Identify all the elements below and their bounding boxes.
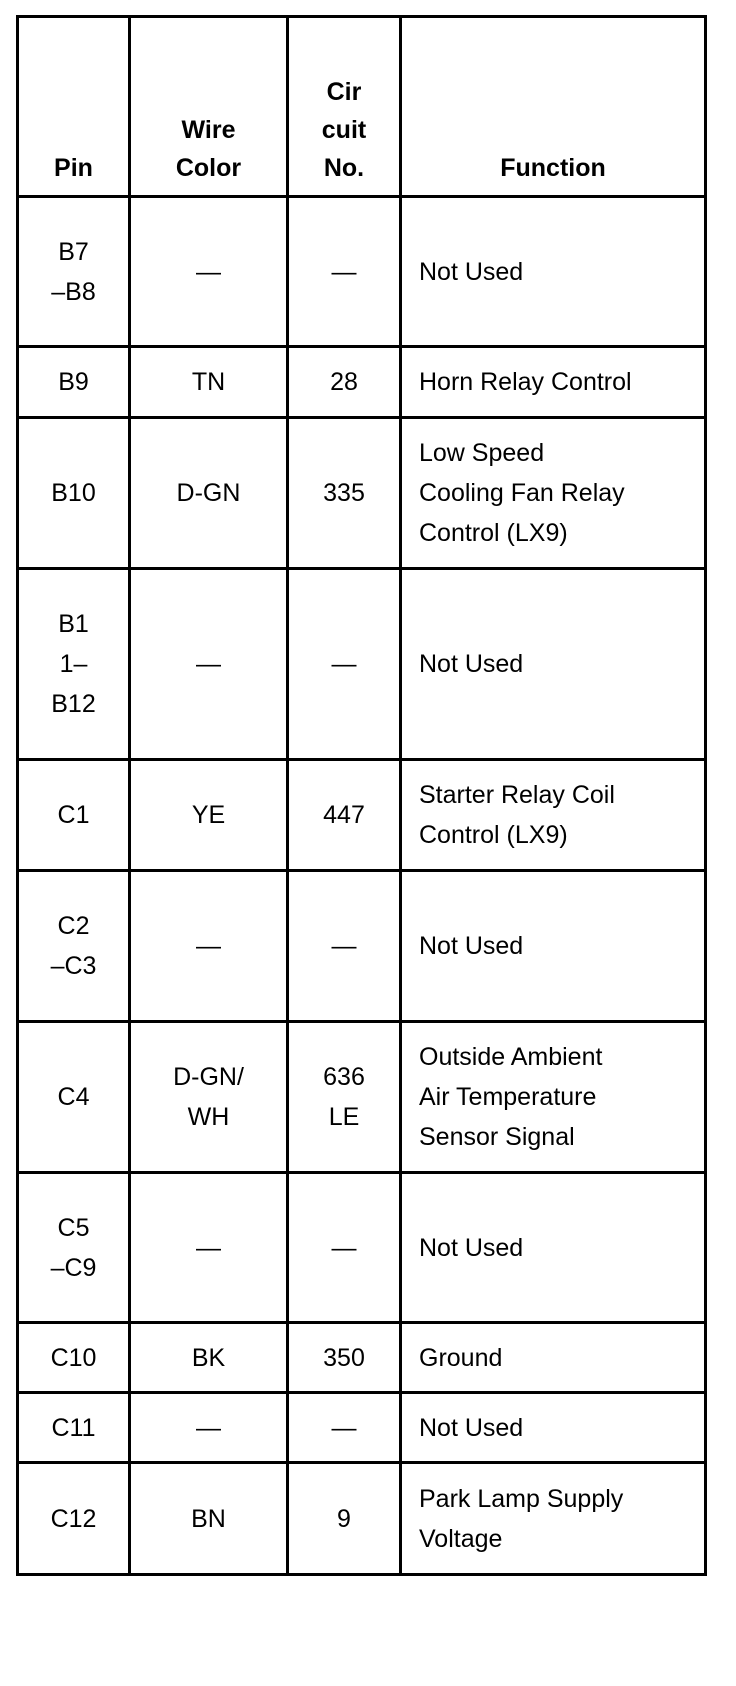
function-text: Not Used <box>419 650 524 678</box>
pin-text: C2 –C3 <box>50 912 97 980</box>
pin-cell <box>18 871 130 1022</box>
circuit-no-text: — <box>331 650 357 678</box>
wire-color-text: D-GN <box>176 479 241 507</box>
function-cell <box>401 1463 706 1575</box>
circuit-no-text: 447 <box>323 801 365 829</box>
circuit-no-text: — <box>331 932 357 960</box>
circuit-no-cell <box>288 569 401 760</box>
wire-color-cell <box>130 760 288 871</box>
function-cell <box>401 1393 706 1463</box>
pin-cell <box>18 1323 130 1393</box>
wire-color-cell <box>130 1463 288 1575</box>
wire-color-text: — <box>196 257 221 286</box>
circuit-no-text: 335 <box>323 479 365 507</box>
pin-text: B7 –B8 <box>51 237 96 306</box>
wire-color-text: — <box>196 650 221 678</box>
circuit-no-text: — <box>331 1413 357 1442</box>
table-row <box>18 1323 706 1393</box>
pin-text: B10 <box>51 479 96 507</box>
function-cell <box>401 871 706 1022</box>
wire-color-cell <box>130 1393 288 1463</box>
circuit-no-cell <box>288 1463 401 1575</box>
pin-text: C12 <box>50 1504 97 1533</box>
function-text: Outside Ambient Air Temperature Sensor Signal <box>419 1043 603 1151</box>
pin-function-table <box>16 15 707 1576</box>
header-pin: Pin <box>18 17 130 197</box>
wire-color-cell <box>130 197 288 347</box>
table-row <box>18 1173 706 1323</box>
function-text: Low Speed Cooling Fan Relay Control (LX9) <box>419 439 625 547</box>
pin-text: C1 <box>57 801 90 829</box>
table-row <box>18 1463 706 1575</box>
circuit-no-text: — <box>331 257 357 286</box>
circuit-no-cell <box>288 197 401 347</box>
function-cell <box>401 569 706 760</box>
table-row <box>18 418 706 569</box>
table-header-row <box>18 17 706 197</box>
pin-text: B1 1– B12 <box>51 610 96 718</box>
pin-text: C4 <box>57 1083 90 1111</box>
function-text: Not Used <box>419 932 524 960</box>
function-text: Not Used <box>419 257 524 286</box>
pin-cell <box>18 760 130 871</box>
function-cell <box>401 760 706 871</box>
function-cell <box>401 1173 706 1323</box>
function-cell <box>401 197 706 347</box>
wire-color-cell <box>130 347 288 418</box>
circuit-no-text: 350 <box>323 1343 365 1372</box>
circuit-no-cell <box>288 1173 401 1323</box>
pin-cell <box>18 418 130 569</box>
function-cell <box>401 347 706 418</box>
header-wire-color: Wire Color <box>130 17 288 197</box>
pin-text: C10 <box>50 1343 97 1372</box>
function-text: Horn Relay Control <box>419 368 632 396</box>
circuit-no-cell <box>288 760 401 871</box>
wire-color-text: — <box>196 932 221 960</box>
wire-color-text: — <box>196 1233 221 1262</box>
wire-color-cell <box>130 418 288 569</box>
table-row <box>18 197 706 347</box>
function-cell <box>401 1323 706 1393</box>
table-row <box>18 871 706 1022</box>
circuit-no-text: 636 LE <box>323 1063 365 1131</box>
wire-color-cell <box>130 1173 288 1323</box>
wire-color-cell <box>130 1323 288 1393</box>
circuit-no-text: 9 <box>337 1504 351 1533</box>
header-function: Function <box>401 17 706 197</box>
function-cell <box>401 1022 706 1173</box>
function-text: Park Lamp Supply Voltage <box>419 1484 624 1553</box>
table-row <box>18 1393 706 1463</box>
wire-color-text: TN <box>191 368 226 396</box>
wire-color-text: YE <box>191 801 226 829</box>
wire-color-cell <box>130 871 288 1022</box>
wire-color-text: BN <box>191 1504 226 1533</box>
circuit-no-cell <box>288 1393 401 1463</box>
pin-cell <box>18 197 130 347</box>
table-row <box>18 347 706 418</box>
wire-color-text: BK <box>191 1343 226 1372</box>
pin-text: B9 <box>58 368 89 396</box>
function-text: Starter Relay Coil Control (LX9) <box>419 781 615 849</box>
header-circuit-no: Cir cuit No. <box>288 17 401 197</box>
function-cell <box>401 418 706 569</box>
circuit-no-cell <box>288 871 401 1022</box>
pin-cell <box>18 1022 130 1173</box>
pin-cell <box>18 569 130 760</box>
pin-cell <box>18 1173 130 1323</box>
table-row <box>18 760 706 871</box>
pin-cell <box>18 1463 130 1575</box>
circuit-no-text: 28 <box>330 368 358 396</box>
pin-cell <box>18 1393 130 1463</box>
function-text: Not Used <box>419 1413 524 1442</box>
wire-color-cell <box>130 569 288 760</box>
wire-color-text: — <box>196 1413 221 1442</box>
pin-cell <box>18 347 130 418</box>
wire-color-text: D-GN/ WH <box>173 1063 244 1131</box>
circuit-no-cell <box>288 418 401 569</box>
circuit-no-cell <box>288 1323 401 1393</box>
pin-text: C5 –C9 <box>50 1213 97 1282</box>
wire-color-cell <box>130 1022 288 1173</box>
table-row <box>18 1022 706 1173</box>
function-text: Ground <box>419 1343 503 1372</box>
function-text: Not Used <box>419 1233 524 1262</box>
pin-text: C11 <box>51 1413 96 1442</box>
circuit-no-text: — <box>331 1233 357 1262</box>
table-row <box>18 569 706 760</box>
circuit-no-cell <box>288 347 401 418</box>
circuit-no-cell <box>288 1022 401 1173</box>
